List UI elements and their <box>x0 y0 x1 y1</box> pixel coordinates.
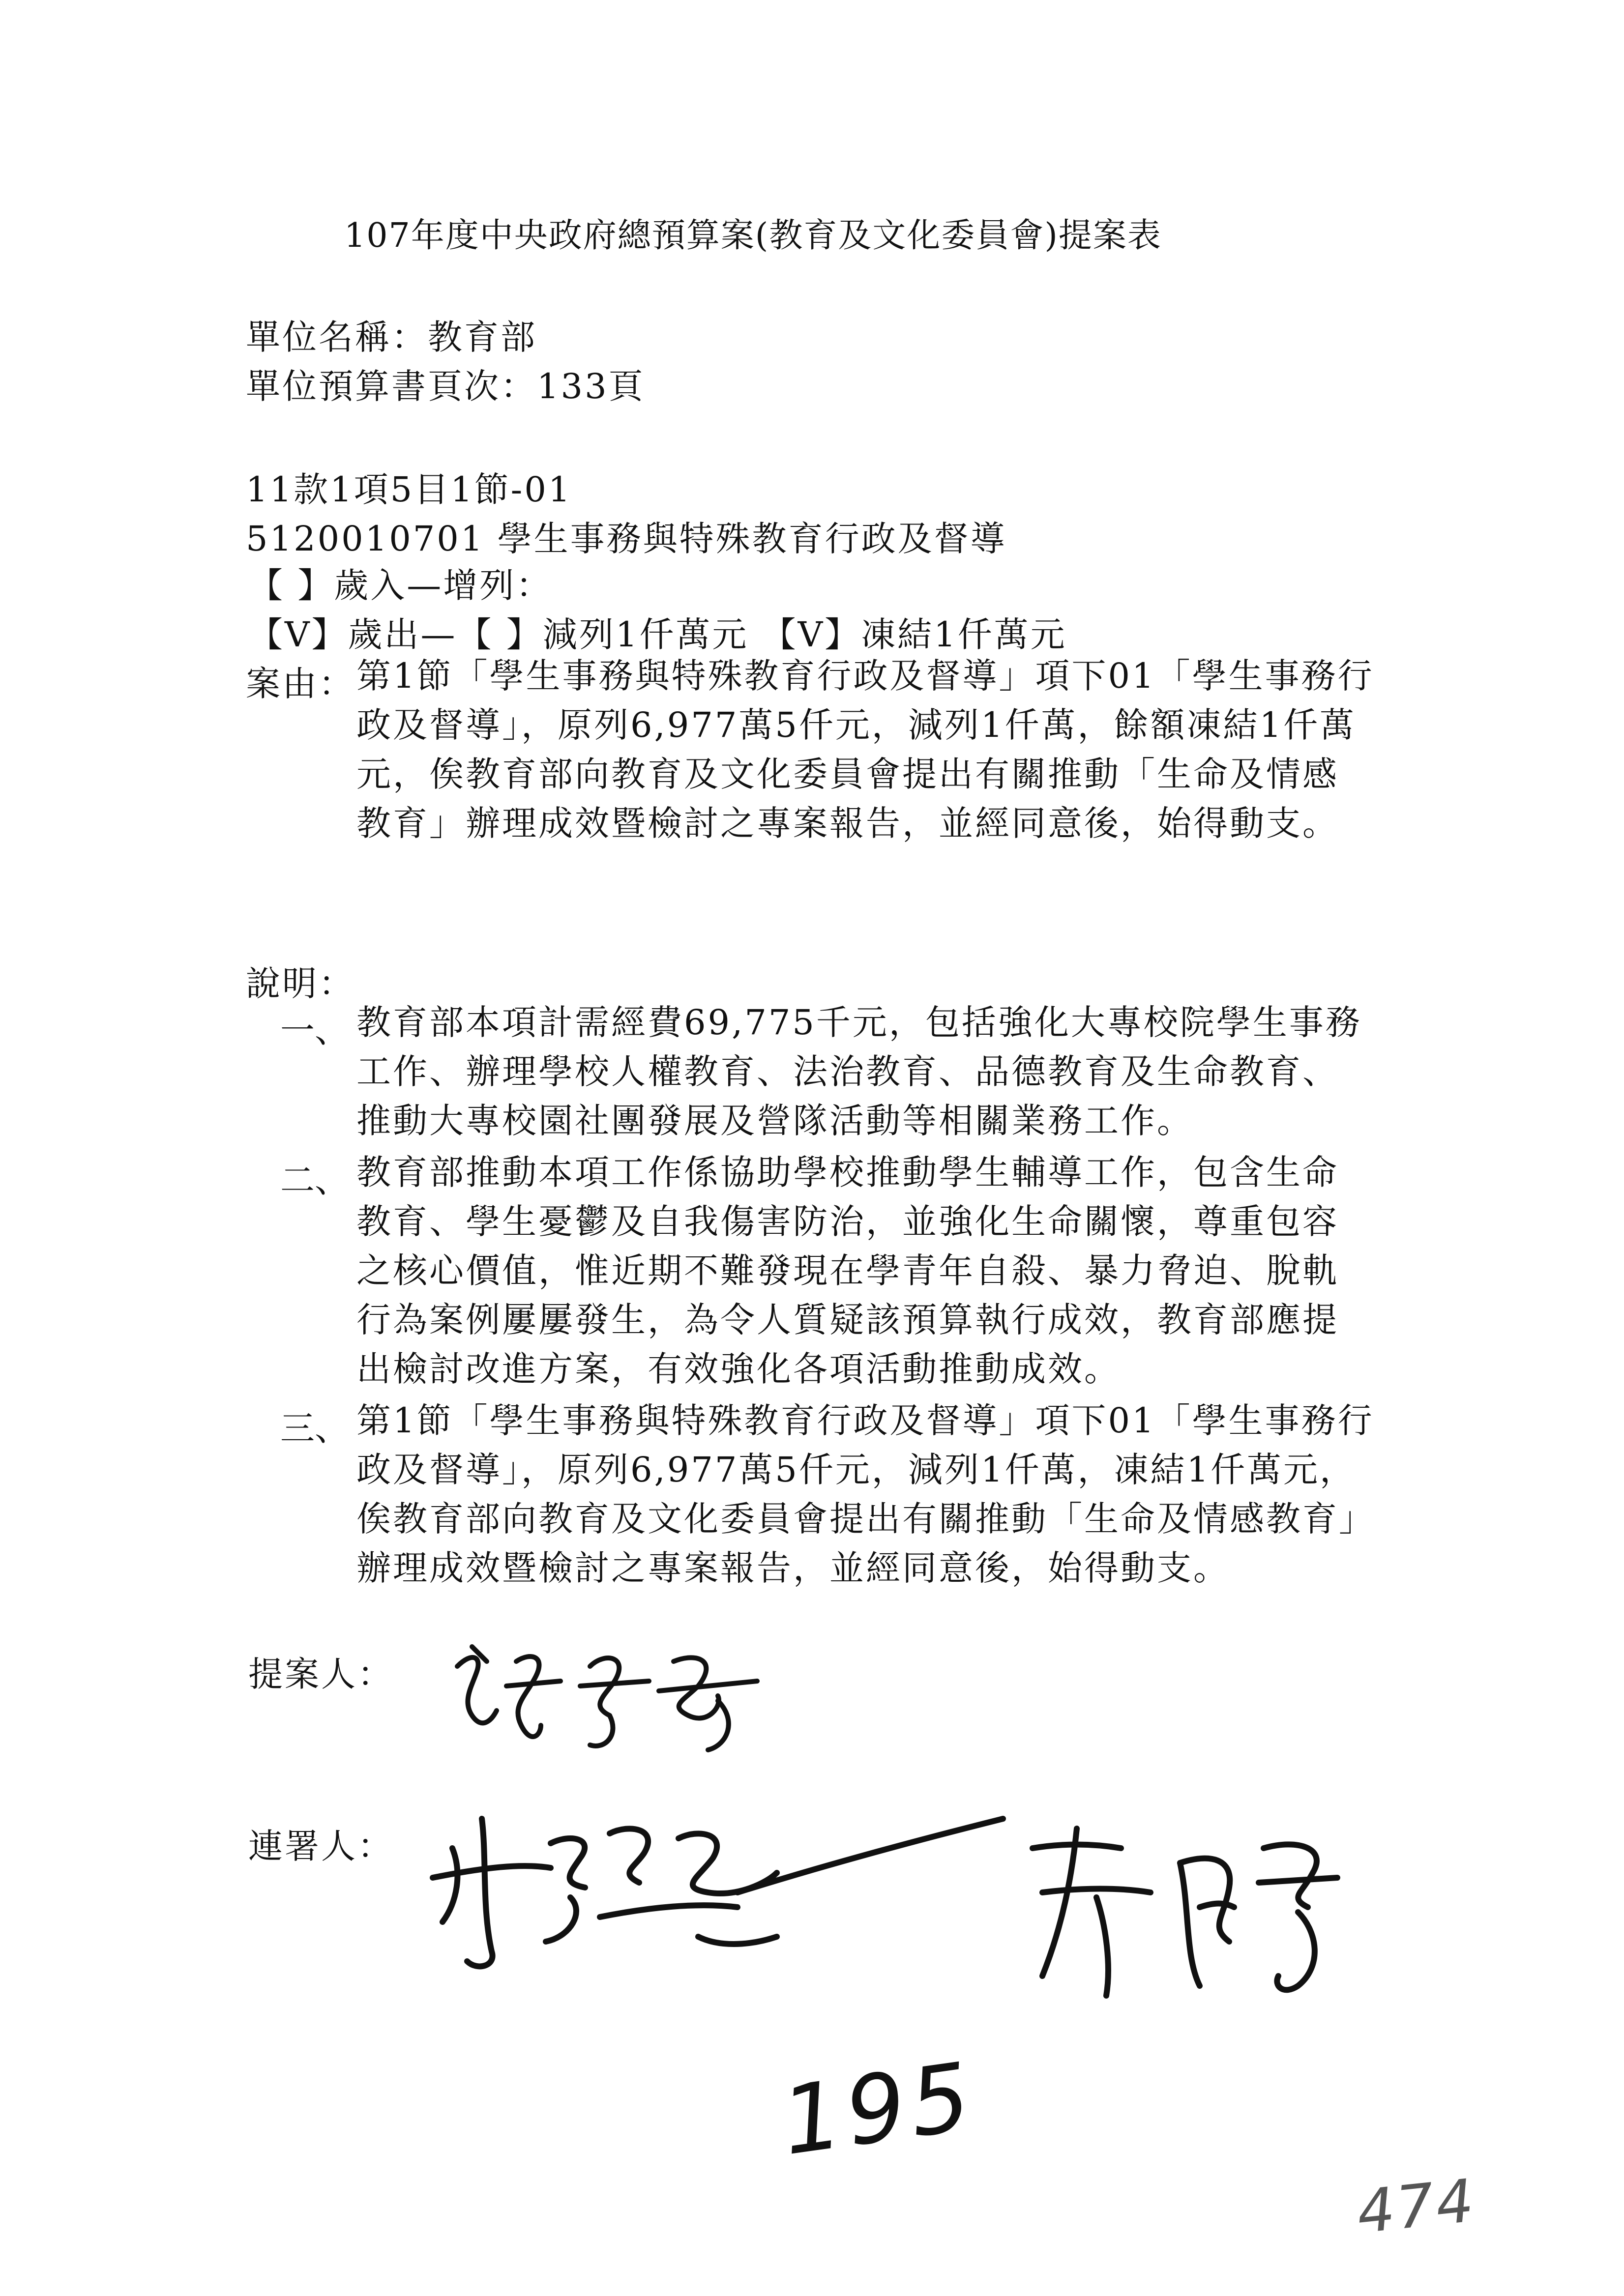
cosigner-label: 連署人： <box>248 1826 394 1866</box>
proposer-signature-icon <box>443 1632 816 1760</box>
proposer-label: 提案人： <box>248 1654 394 1694</box>
unit-name: 單位名稱：教育部 <box>246 317 537 357</box>
corner-number: 474 <box>1354 2166 1479 2247</box>
reason-label: 案由： <box>246 664 355 704</box>
explain-item-1-marker: 一、 <box>280 1010 349 1050</box>
explain-item-3-marker: 三、 <box>280 1408 349 1449</box>
explain-item-1-text: 教育部本項計需經費69,775千元，包括強化大專校院學生事務工作、辦理學校人權教育、法治教育、品德教育及生命教育、推動大專校園社團發展及營隊活動等相關業務工作。 <box>356 1002 1362 1141</box>
explain-item-3-text: 第1節「學生事務與特殊教育行政及督導」項下01「學生事務行政及督導」，原列6,977萬5仟元，減列1仟萬，凍結1仟萬元，俟教育部向教育及文化委員會提出有關推動「生命及情感教育」辦理成效暨檢討之專案報告，並經同意後，始得動支。 <box>356 1400 1374 1588</box>
reason-text: 第1節「學生事務與特殊教育行政及督導」項下01「學生事務行政及督導」，原列6,977萬5仟元，減列1仟萬，餘額凍結1仟萬元，俟教育部向教育及文化委員會提出有關推動「生命及情感教育」辦理成效暨檢討之專案報告，並經同意後，始得動支。 <box>356 656 1374 843</box>
revenue-line: 【 】歲入—增列： <box>248 565 553 606</box>
expenditure-line: 【V】歲出—【 】減列1仟萬元 【V】凍結1仟萬元 <box>248 614 1067 655</box>
explain-label: 說明： <box>246 963 355 1004</box>
cosigner-signature-1-icon <box>423 1789 1111 1996</box>
document-title: 107年度中央政府總預算案(教育及文化委員會)提案表 <box>344 216 1162 255</box>
section-code: 11款1項5目1節-01 <box>246 469 572 510</box>
explain-item-2-text: 教育部推動本項工作係協助學校推動學生輔導工作，包含生命教育、學生憂鬱及自我傷害防治，並強化生命關懷，尊重包容之核心價值，惟近期不難發現在學青年自殺、暴力脅迫、脫軌行為案例屢屢發生，為令人質疑該預算執行成效，教育部應提出檢討改進方案，有效強化各項活動推動成效。 <box>356 1152 1339 1389</box>
handwritten-page-number: 195 <box>775 2041 982 2177</box>
unit-budget-page: 單位預算書頁次：133頁 <box>246 366 645 407</box>
explain-item-2-marker: 二、 <box>280 1160 349 1200</box>
program-name: 5120010701 學生事務與特殊教育行政及督導 <box>246 519 1007 559</box>
cosigner-signature-2-icon <box>1023 1819 1406 2025</box>
